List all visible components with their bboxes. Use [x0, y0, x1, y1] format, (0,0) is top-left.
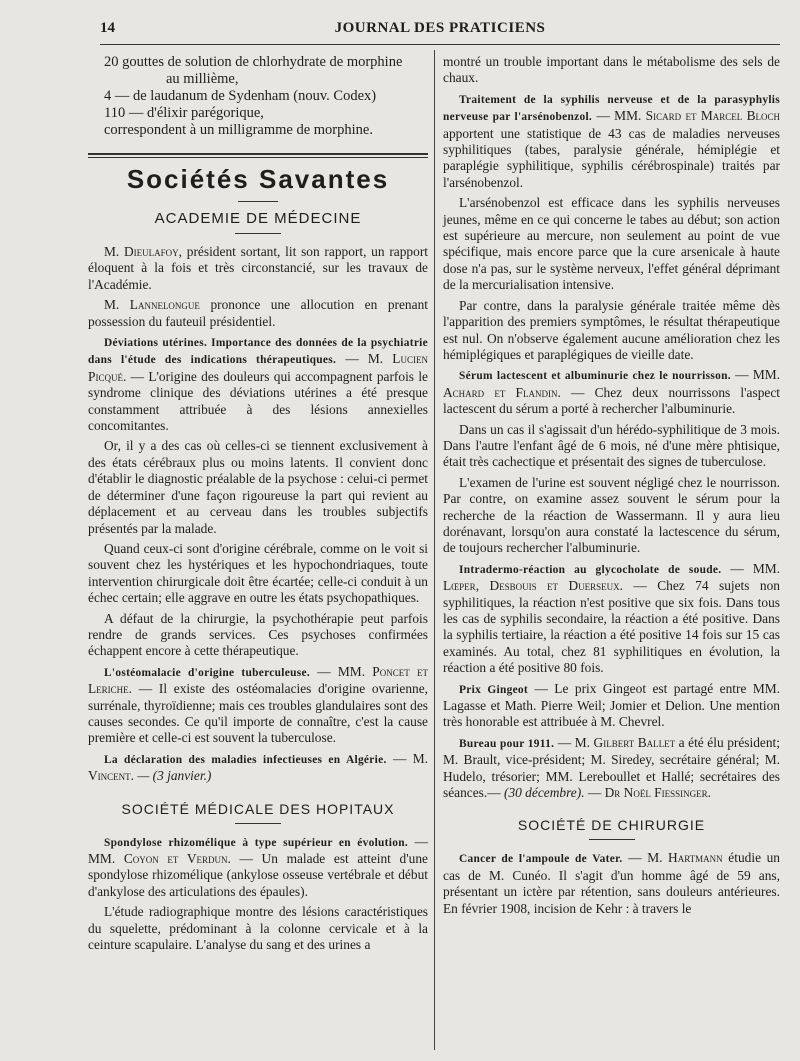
- right-column: [443, 54, 780, 921]
- header-rule: [100, 44, 780, 45]
- paragraph: Spondylose rhizomélique à type supérieur en évolution. — MM. Coyon et Verdun. — Un malade est atteint d'une spondylose rhizomélique (ankylose osseuse vertébrale et début d'ankylose des articulations des épaules).: [88, 833, 428, 899]
- dose-equivalence: [88, 54, 428, 139]
- paragraph: Cancer de l'ampoule de Vater. — M. Hartmann étudie un cas de M. Cunéo. Il s'agit d'un homme âgé de 59 ans, présentant un ictère par rétention, sans douleurs antérieures. En février 1908, incision de Kehr : à travers le: [443, 850, 781, 916]
- paragraph: Bureau pour 1911. — M. Gilbert Ballet a été élu président; M. Brault, vice-président; M. Siredey, secrétaire général; M. Hudelo, trésorier; MM. Lereboullet et Hallé; secrétaires des séances.— (30 décembre). — Dr Noël Fiessinger.: [443, 734, 780, 801]
- dose-line: 20 gouttes de solution de chlorhydrate de morphine: [104, 54, 403, 70]
- main-title: Sociétés Savantes: [126, 164, 390, 194]
- section-heading-chirurgie: SOCIÉTÉ DE CHIRURGIE: [517, 817, 706, 834]
- paragraph: Par contre, dans la paralysie générale traitée même dès l'apparition des premiers symptômes, le résultat thérapeutique est nul. On n'observe également aucune amélioration chez les hémiplégiques et paraplégiques de vieille date.: [443, 297, 780, 362]
- paragraph: Or, il y a des cas où celles-ci se tiennent exclusivement à des états cérébraux plus ou moins latents. Il convient donc d'établir le diagnostic préalable de la psychose : celui-ci permet de déterminer d'une façon rigoureuse la part qui revient au déplacement et au cerveau dans les troubles subjectifs présentés par la malade.: [88, 438, 428, 536]
- dose-line: au millième,: [166, 71, 239, 87]
- paragraph: Quand ceux-ci sont d'origine cérébrale, comme on le voit si souvent chez les hystériques et les hypochondriaques, toute intervention chirurgicale doit être écartée; celle-ci conduit à un échec certain; elle aggrave en outre les états psychopathiques.: [88, 540, 428, 606]
- paragraph: Déviations utérines. Importance des données de la psychiatrie dans l'étude des indications thérapeutiques. — M. Lucien Picqué. — L'origine des douleurs qui accompagnent parfois le syndrome clinique des déviations utérines a été presque constamment attribuée à des lésions annexielles concomitantes.: [88, 337, 428, 434]
- section-heading-academie: ACADEMIE DE MÉDECINE: [154, 210, 362, 227]
- section-rule: [235, 233, 281, 234]
- paragraph: Prix Gingeot — Le prix Gingeot est partagé entre MM. Lagasse et Math. Pierre Weil; Jomier et Delion. Une mention très honorable est attribuée à M. Chevrel.: [443, 680, 781, 730]
- dose-line: 110 — d'élixir parégorique,: [104, 105, 264, 121]
- paragraph: M. Lannelongue prononce une allocution en prenant possession du fauteuil présidentiel.: [88, 297, 428, 329]
- paragraph: Sérum lactescent et albuminurie chez le nourrisson. — MM. Achard et Flandin. — Chez deux nourrissons l'aspect lactescent du sérum a porté à rechercher l'albuminurie.: [443, 367, 781, 417]
- section-rule: [589, 839, 635, 840]
- paragraph: L'arsénobenzol est efficace dans les syphilis nerveuses jeunes, même en ce qui concerne le tabes au début; son action est supérieure au mercure, non seulement au point de vue spécifique, mais encore parce que la cure arsenicale à haute dose n'a pas, sur le système nerveux, l'effet général déprimant de la mercurialisation intensive.: [443, 195, 780, 293]
- column-divider: [434, 50, 435, 1050]
- paragraph: Intradermo-réaction au glycocholate de soude. — MM. Lœper, Desbouis et Duerseux. — Chez 74 sujets non syphilitiques, la réaction n'est positive que six fois. Dans tous les cas de syphilis secondaire, la réaction a été positive. Dans la syphilis tertiaire, la réaction a été positive 14 fois sur 15 cas examinés. Au total, chez 81 syphilitiques en évolution, la réaction a été positive 80 fois.: [443, 560, 781, 676]
- title-rule: [238, 201, 278, 202]
- double-rule-top: [88, 153, 428, 155]
- paragraph: Traitement de la syphilis nerveuse et de la parasyphylis nerveuse par l'arsénobenzol. — MM. Sicard et Marcel Bloch apportent une statistique de 43 cas de maladies nerveuses syphilitiques (tabes, paralysie générale, hémiplégie et paraplégie syphilitique, syphilis cérébrospinale) traités par l'arsénobenzol.: [443, 93, 781, 190]
- dose-line: correspondent à un milligramme de morphine.: [104, 122, 373, 138]
- journal-title: JOURNAL DES PRATICIENS: [334, 20, 546, 36]
- page-header: [100, 20, 780, 40]
- paragraph: A défaut de la chirurgie, la psychothérapie peut parfois rendre de grands services. Ces psychoses confirmées échappent encore à cette thérapeutique.: [88, 610, 428, 659]
- dose-line: 4 — de laudanum de Sydenham (nouv. Codex): [104, 88, 377, 104]
- paragraph: L'ostéomalacie d'origine tuberculeuse. — MM. Poncet et Leriche. — Il existe des ostéomalacies d'origine ovarienne, surrénale, thyroïdienne; mais ces troubles glandulaires sont des causes secondes. Ce qu'il importe de connaître, c'est la cause première et celle-ci est souvent la tuberculose.: [88, 663, 428, 746]
- page-number: 14: [100, 20, 115, 36]
- paragraph: L'examen de l'urine est souvent négligé chez le nourrisson. Par contre, on examine assez souvent le sérum pour la recherche de la réaction de Wassermann. Il y aura lieu dorénavant, lorsqu'on aura constaté la lactescence du sérum, de toujours rechercher l'albuminurie.: [443, 474, 780, 556]
- paragraph: M. Dieulafoy, président sortant, lit son rapport, un rapport éloquent à la fois et très circonstancié, sur les travaux de l'Académie.: [88, 244, 428, 292]
- section-heading-hopitaux: SOCIÉTÉ MÉDICALE DES HOPITAUX: [121, 800, 395, 817]
- double-rule-bottom: [88, 157, 428, 158]
- paragraph: Dans un cas il s'agissait d'un hérédo-syphilitique de 3 mois. Dans l'autre l'enfant âgé de 6 mois, né d'une mère phtisique, était très cachectique et présentait des signes de tuberculose.: [443, 421, 780, 470]
- paragraph: montré un trouble important dans le métabolisme des sels de chaux.: [443, 54, 780, 86]
- left-column: [88, 54, 428, 957]
- paragraph: La déclaration des maladies infectieuses en Algérie. — M. Vincent. — (3 janvier.): [88, 750, 428, 784]
- paragraph: L'étude radiographique montre des lésions caractéristiques du squelette, prédominant à la colonne cervicale et à la ceinture scapulaire. L'analyse du sang et des urines a: [88, 904, 428, 953]
- section-rule: [235, 823, 281, 824]
